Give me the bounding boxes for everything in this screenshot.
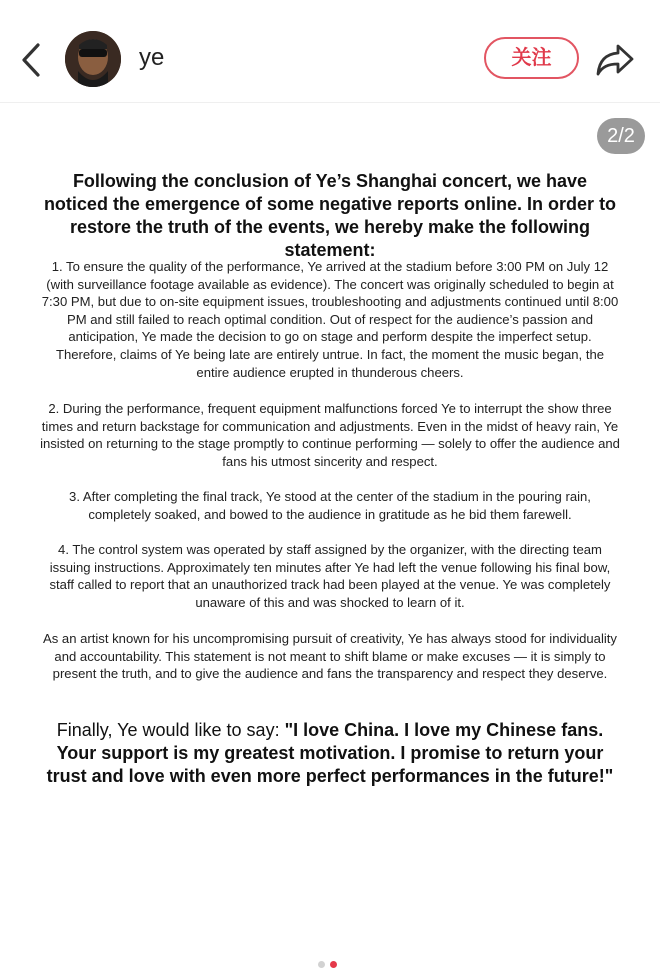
statement-headline: Following the conclusion of Ye’s Shanghai concert, we have noticed the emergence of some negative reports online. In order to restore the truth of the events, we hereby make the following statement: xyxy=(43,171,617,260)
avatar[interactable] xyxy=(65,31,121,87)
follow-button[interactable]: 关注 xyxy=(484,37,579,79)
back-button[interactable] xyxy=(14,40,48,80)
statement-paragraph-5: As an artist known for his uncompromising pursuit of creativity, Ye has always stood for individuality and accountability. This statement is not meant to shift blame or make excuses — it is simply to present the truth, and to give the audience and fans the transparency and respect they deserve. xyxy=(43,631,617,682)
share-button[interactable] xyxy=(594,40,636,80)
chevron-left-icon xyxy=(14,40,48,80)
statement-image xyxy=(40,170,620,786)
carousel-dot-2[interactable] xyxy=(330,961,337,968)
username[interactable]: ye xyxy=(139,44,165,71)
avatar-portrait-icon xyxy=(65,31,121,87)
statement-paragraph-1: 1. To ensure the quality of the performance, Ye arrived at the stadium before 3:00 PM on July 12 (with surveillance footage available as evidence). The concert was originally scheduled to begin at 7:30 PM, but due to on-site equipment issues, troubleshooting and adjustments continued until 8:00 PM and still failed to reach optimal condition. Out of respect for the audience’s passion and anticipation, Ye made the decision to go on stage and perform despite the imperfect setup. Therefore, claims of Ye being late are entirely untrue. In fact, the moment the music began, the entire audience erupted in thunderous cheers. xyxy=(41,259,619,380)
carousel-dot-1[interactable] xyxy=(318,961,325,968)
statement-paragraph-2: 2. During the performance, frequent equipment malfunctions forced Ye to interrupt the show three times and return backstage for communication and adjustments. Even in the midst of heavy rain, Ye insisted on returning to the stage promptly to continue performing — solely to offer the audience and fans his utmost sincerity and respect. xyxy=(40,401,620,469)
closing-statement xyxy=(36,719,624,788)
share-icon xyxy=(594,40,636,80)
closing-quote: "I love China. I love my Chinese fans. Your support is my greatest motivation. I promise to return your trust and love with even more perfect performances in the future!" xyxy=(46,720,614,786)
closing-intro: Finally, Ye would like to say: xyxy=(56,720,285,740)
carousel-dots xyxy=(318,955,342,965)
statement-paragraph-4: 4. The control system was operated by staff assigned by the organizer, with the directing team issuing instructions. Approximately ten minutes after Ye had left the venue following his final bow, staff called to report that an unauthorized track had been played at the venue. Ye was completely unaware of this and was shocked to learn of it. xyxy=(49,542,611,610)
top-bar xyxy=(0,0,660,103)
page-indicator: 2/2 xyxy=(597,118,645,154)
statement-paragraph-3: 3. After completing the final track, Ye stood at the center of the stadium in the pouring rain, completely soaked, and bowed to the audience in gratitude as he bid them farewell. xyxy=(69,489,591,522)
